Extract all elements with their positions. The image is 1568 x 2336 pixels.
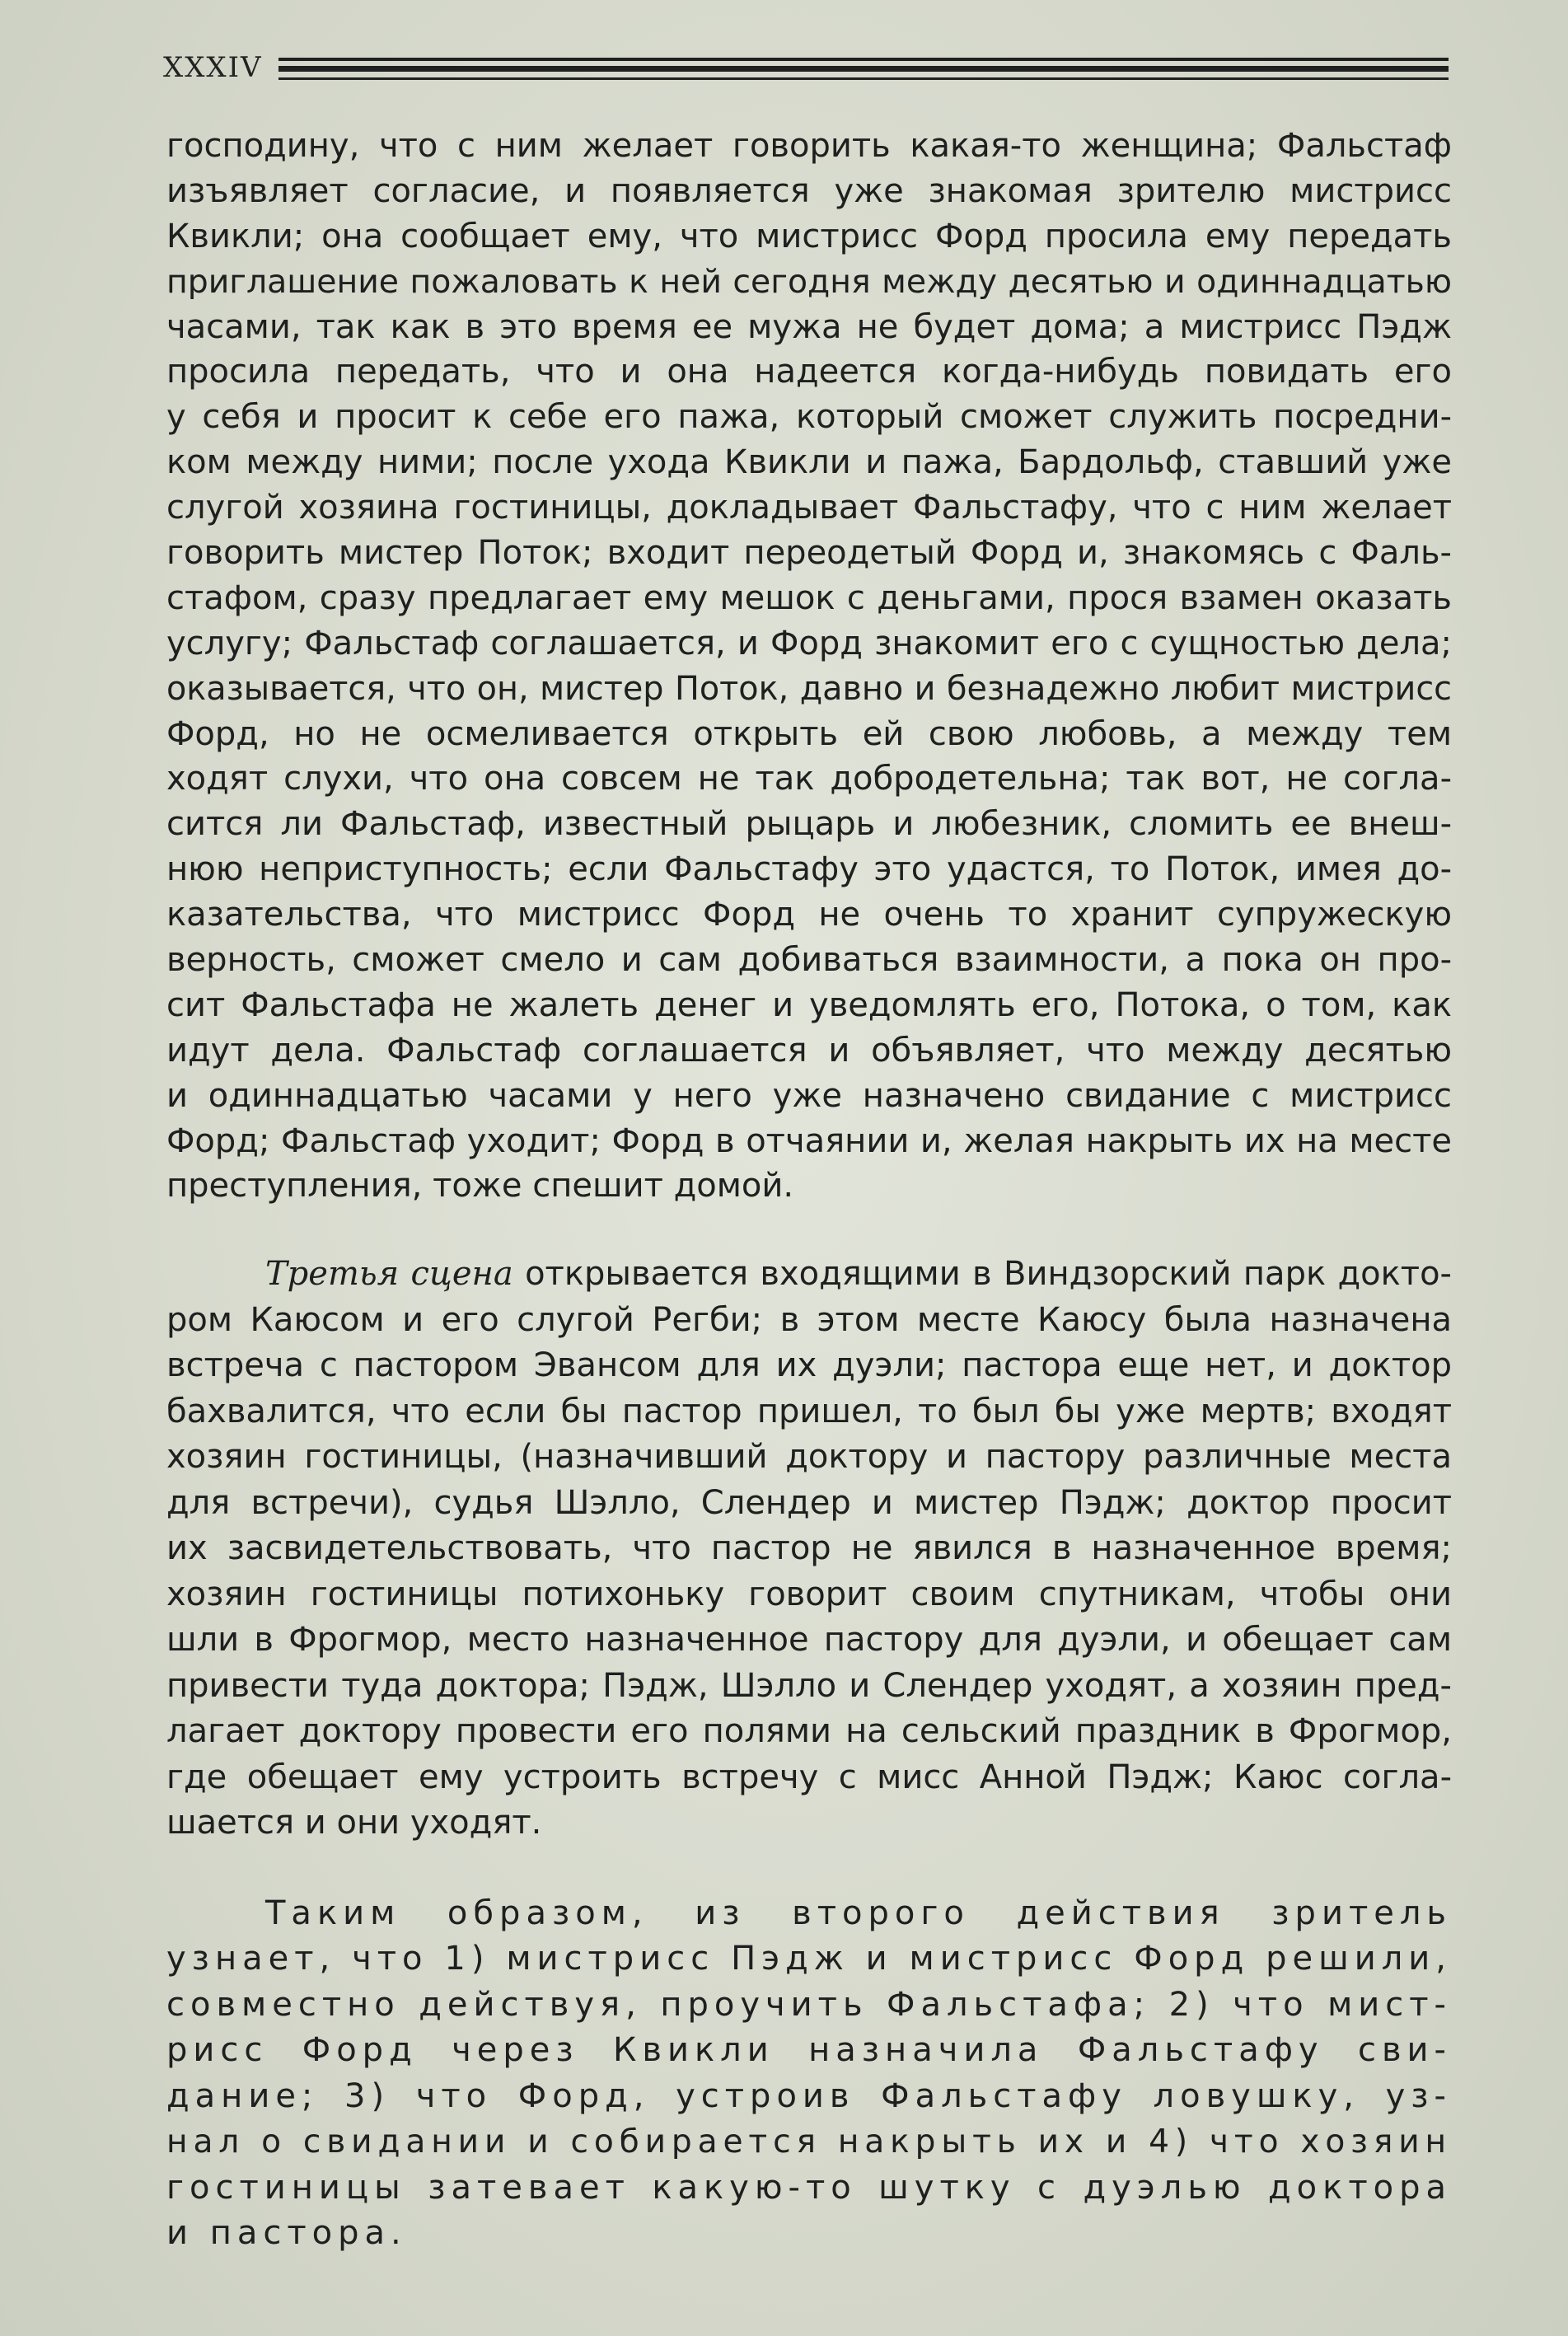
text-line: нал о свидании и собирается накрыть их и 4) что хозяин xyxy=(166,2123,1452,2161)
text-line: узнает, что 1) мистрисс Пэдж и мистрисс Форд решили, xyxy=(166,1940,1452,1978)
text-line xyxy=(166,1252,1452,1298)
text-line: говорить мистер Поток; входит переодетый Форд и, знакомясь с Фаль- xyxy=(166,534,1452,573)
header-rule xyxy=(278,58,1449,61)
page-number: XXXIV xyxy=(163,51,263,84)
text-line: ром Каюсом и его слугой Регби; в этом месте Каюсу была назначена xyxy=(166,1300,1452,1339)
text-line: оказывается, что он, мистер Поток, давно и безнадежно любит мистрисс xyxy=(166,669,1452,708)
body-text xyxy=(166,124,1452,2257)
text-line: нюю неприступность; если Фальстафу это удастся, то Поток, имея до- xyxy=(166,850,1452,889)
header-rule xyxy=(278,77,1449,80)
text-line: ходят слухи, что она совсем не так добродетельна; так вот, не согла- xyxy=(166,760,1452,798)
text-line: рисс Форд через Квикли назначила Фальстафу сви- xyxy=(166,2031,1452,2070)
text-line: идут дела. Фальстаф соглашается и объявляет, что между десятью xyxy=(166,1031,1452,1070)
paragraph-conclusion xyxy=(166,1891,1452,2257)
scene-heading-italic: Третья сцена xyxy=(265,1255,513,1294)
paragraph-act-summary xyxy=(166,124,1452,1209)
text-line: где обещает ему устроить встречу с мисс Анной Пэдж; Каюс согла- xyxy=(166,1758,1452,1796)
text-run: открывается входящими в Виндзорский парк докто- xyxy=(513,1255,1452,1294)
text-line: казательства, что мистрисс Форд не очень то хранит супружескую xyxy=(166,896,1452,934)
text-line: просила передать, что и она надеется когда-нибудь повидать его xyxy=(166,353,1452,391)
text-line: дание; 3) что Форд, устроив Фальстафу ловушку, уз- xyxy=(166,2076,1452,2115)
text-line: привести туда доктора; Пэдж, Шэлло и Слендер уходят, а хозяин пред- xyxy=(166,1666,1452,1705)
text-line: изъявляет согласие, и появляется уже знакомая зрителю мистрисс xyxy=(166,171,1452,210)
text-line: приглашение пожаловать к ней сегодня между десятью и одиннадцатью xyxy=(166,262,1452,301)
text-line: сится ли Фальстаф, известный рыцарь и любезник, сломить ее внеш- xyxy=(166,805,1452,844)
text-line: и пастора. xyxy=(166,2214,407,2253)
text-line: совместно действуя, проучить Фальстафа; 2) что мист- xyxy=(166,1985,1452,2024)
text-line: и одиннадцатью часами у него уже назначено свидание с мистрисс xyxy=(166,1076,1452,1115)
text-line: слугой хозяина гостиницы, докладывает Фальстафу, что с ним желает xyxy=(166,489,1452,527)
text-line: Форд; Фальстаф уходит; Форд в отчаянии и, желая накрыть их на месте xyxy=(166,1121,1452,1160)
text-line: встреча с пастором Эвансом для их дуэли; пастора еще нет, и доктор xyxy=(166,1346,1452,1385)
page-header xyxy=(163,48,1449,89)
text-line xyxy=(166,1891,1452,1937)
text-line: для встречи), судья Шэлло, Слендер и мистер Пэдж; доктор просит xyxy=(166,1483,1452,1522)
text-line: их засвидетельствовать, что пастор не явился в назначенное время; xyxy=(166,1529,1452,1568)
text-line: бахвалится, что если бы пастор пришел, то был бы уже мертв; входят xyxy=(166,1392,1452,1430)
text-line: преступления, тоже спешит домой. xyxy=(166,1167,794,1205)
text-line: шли в Фрогмор, место назначенное пастору для дуэли, и обещает сам xyxy=(166,1621,1452,1660)
header-rule xyxy=(278,66,1449,72)
text-line: хозяин гостиницы потихоньку говорит своим спутникам, чтобы они xyxy=(166,1575,1452,1613)
text-run: Таким образом, из второго действия зритель xyxy=(265,1894,1452,1932)
text-line: шается и они уходят. xyxy=(166,1804,542,1842)
text-line: стафом, сразу предлагает ему мешок с деньгами, прося взамен оказать xyxy=(166,578,1452,617)
text-line: Форд, но не осмеливается открыть ей свою любовь, а между тем xyxy=(166,714,1452,753)
text-line: верность, сможет смело и сам добиваться взаимности, а пока он про- xyxy=(166,941,1452,980)
text-line: господину, что с ним желает говорить какая-то женщина; Фальстаф xyxy=(166,127,1452,165)
text-line: Квикли; она сообщает ему, что мистрисс Форд просила ему передать xyxy=(166,217,1452,255)
text-line: услугу; Фальстаф соглашается, и Форд знакомит его с сущностью дела; xyxy=(166,624,1452,662)
text-line: часами, так как в это время ее мужа не будет дома; а мистрисс Пэдж xyxy=(166,307,1452,346)
text-line: ком между ними; после ухода Квикли и пажа, Бардольф, ставший уже xyxy=(166,443,1452,482)
text-line: сит Фальстафа не жалеть денег и уведомлять его, Потока, о том, как xyxy=(166,985,1452,1024)
text-line: у себя и просит к себе его пажа, который сможет служить посредни- xyxy=(166,398,1452,437)
text-line: хозяин гостиницы, (назначивший доктору и пастору различные места xyxy=(166,1438,1452,1477)
text-line: гостиницы затевает какую-то шутку с дуэлью доктора xyxy=(166,2168,1452,2207)
paragraph-third-scene xyxy=(166,1252,1452,1847)
text-line: лагает доктору провести его полями на сельский праздник в Фрогмор, xyxy=(166,1712,1452,1751)
